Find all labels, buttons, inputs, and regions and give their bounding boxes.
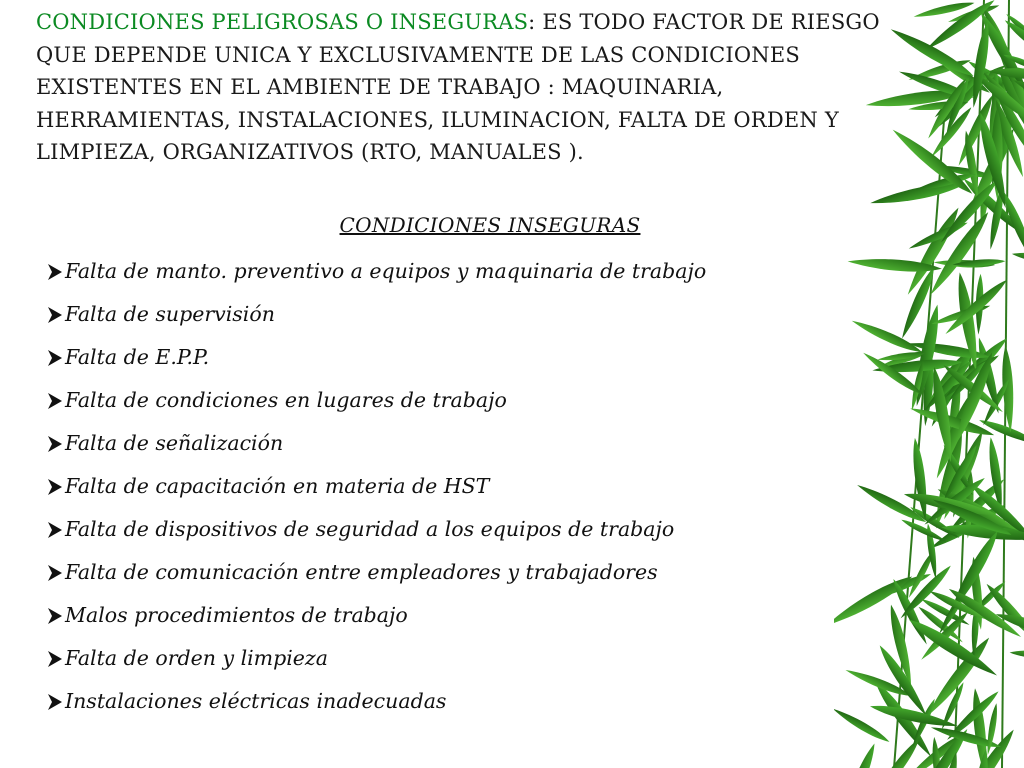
- intro-text: : ES TODO FACTOR DE RIESGO QUE DEPENDE UNICA Y EXCLUSIVAMENTE DE LAS CONDICIONES EXISTENTES EN EL AMBIENTE DE TRABAJO : MAQUINARIA, HERRAMIENTAS, INSTALACIONES, ILUMINACION, FALTA DE ORDEN Y LIMPIEZA, ORGANIZATIVOS (RTO, MANUALES ).: [36, 10, 880, 164]
- list-item-text: Instalaciones eléctricas inadecuadas: [65, 689, 447, 713]
- list-item: [46, 384, 706, 427]
- arrowhead-bullet-icon: [46, 513, 64, 545]
- list-item: [46, 513, 706, 556]
- arrowhead-bullet-icon: [46, 556, 64, 588]
- list-item-text: Falta de dispositivos de seguridad a los equipos de trabajo: [65, 517, 675, 541]
- bamboo-leaf: [1011, 250, 1024, 270]
- arrowhead-bullet-icon: [46, 470, 64, 502]
- list-item-text: Falta de orden y limpieza: [65, 646, 328, 670]
- list-item-text: Falta de capacitación en materia de HST: [65, 474, 490, 498]
- list-item-text: Falta de E.P.P.: [65, 345, 210, 369]
- intro-highlight: CONDICIONES PELIGROSAS O INSEGURAS: [36, 10, 529, 34]
- arrowhead-bullet-icon: [46, 427, 64, 459]
- list-item-text: Falta de comunicación entre empleadores y trabajadores: [65, 560, 658, 584]
- list-item-text: Falta de supervisión: [65, 302, 275, 326]
- unsafe-conditions-list: [46, 255, 706, 728]
- list-item: [46, 599, 706, 642]
- arrowhead-bullet-icon: [46, 341, 64, 373]
- list-item: [46, 341, 706, 384]
- list-item-text: Falta de condiciones en lugares de trabajo: [65, 388, 507, 412]
- arrowhead-bullet-icon: [46, 384, 64, 416]
- arrowhead-bullet-icon: [46, 642, 64, 674]
- bamboo-leaf: [837, 742, 879, 768]
- bamboo-leaf: [1009, 649, 1024, 661]
- arrowhead-bullet-icon: [46, 685, 64, 717]
- list-item-text: Falta de señalización: [65, 431, 284, 455]
- section-heading: CONDICIONES INSEGURAS: [339, 213, 641, 237]
- bamboo-leaf: [850, 317, 924, 357]
- list-item: [46, 642, 706, 685]
- arrowhead-bullet-icon: [46, 599, 64, 631]
- list-item: [46, 470, 706, 513]
- list-item-text: Malos procedimientos de trabajo: [65, 603, 408, 627]
- list-item-text: Falta de manto. preventivo a equipos y maquinaria de trabajo: [65, 259, 707, 283]
- list-item: [46, 255, 706, 298]
- bamboo-leaves-decoration: [834, 0, 1024, 768]
- arrowhead-bullet-icon: [46, 298, 64, 330]
- bamboo-leaf: [942, 276, 1010, 337]
- list-item: [46, 685, 706, 728]
- list-item: [46, 556, 706, 599]
- list-item: [46, 298, 706, 341]
- list-item: [46, 427, 706, 470]
- arrowhead-bullet-icon: [46, 255, 64, 287]
- intro-paragraph: [36, 6, 886, 169]
